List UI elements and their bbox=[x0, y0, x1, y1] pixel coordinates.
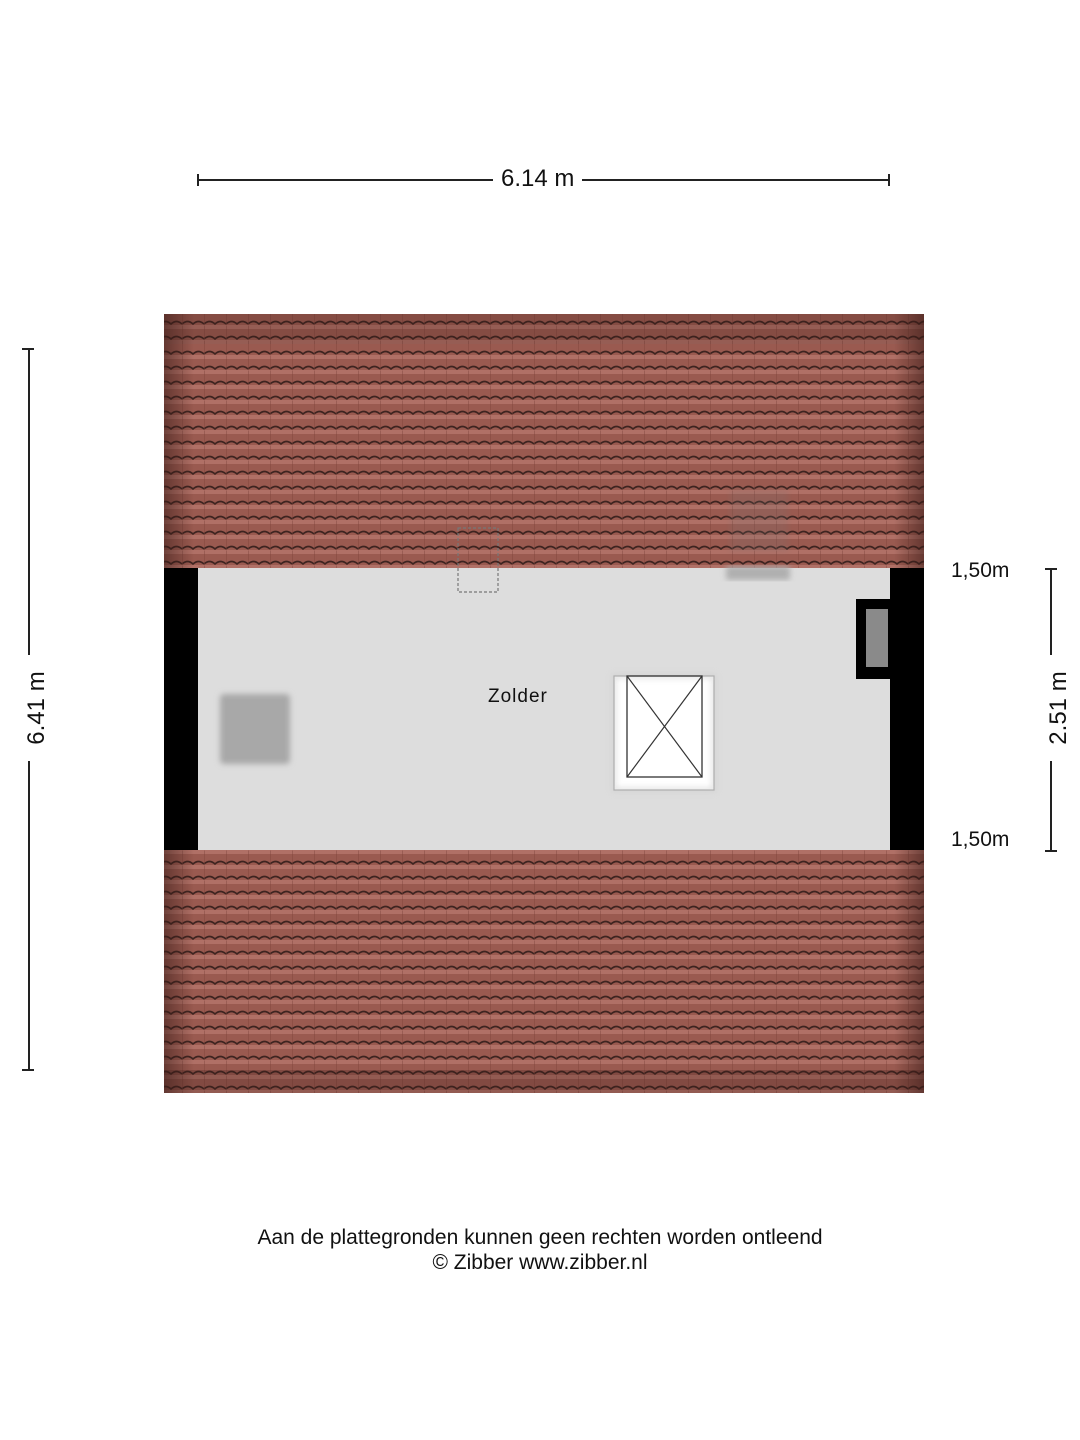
room-height-dim-tick-top bbox=[1045, 568, 1057, 570]
wall-right bbox=[890, 568, 924, 850]
stairwell-object bbox=[220, 694, 290, 764]
footer-disclaimer: Aan de plattegronden kunnen geen rechten worden ontleend bbox=[257, 1226, 823, 1249]
width-dim-label: 6.14 m bbox=[493, 165, 582, 193]
room-height-dim-label: 2.51 m bbox=[1045, 655, 1073, 761]
wall-left bbox=[164, 568, 198, 850]
roof-top bbox=[164, 314, 924, 568]
roof-bottom bbox=[164, 850, 924, 1093]
height-dim-label: 6.41 m bbox=[23, 655, 51, 761]
footer bbox=[0, 1225, 1080, 1275]
height-dim-tick-bottom bbox=[22, 1069, 34, 1071]
width-dim-tick-right bbox=[888, 174, 890, 186]
room-height-dim-tick-bottom bbox=[1045, 850, 1057, 852]
height-dim-tick-top bbox=[22, 348, 34, 350]
attic-floor bbox=[196, 568, 892, 850]
knee-wall-top-label: 1,50m bbox=[951, 559, 1010, 582]
footer-copyright: © Zibber www.zibber.nl bbox=[432, 1251, 648, 1274]
chimney-icon bbox=[856, 599, 892, 679]
vent-object bbox=[726, 566, 790, 580]
knee-wall-bottom-label: 1,50m bbox=[951, 828, 1010, 851]
room-label-zolder: Zolder bbox=[488, 686, 548, 707]
width-dim-tick-left bbox=[197, 174, 199, 186]
hatch-x-icon bbox=[614, 676, 714, 790]
